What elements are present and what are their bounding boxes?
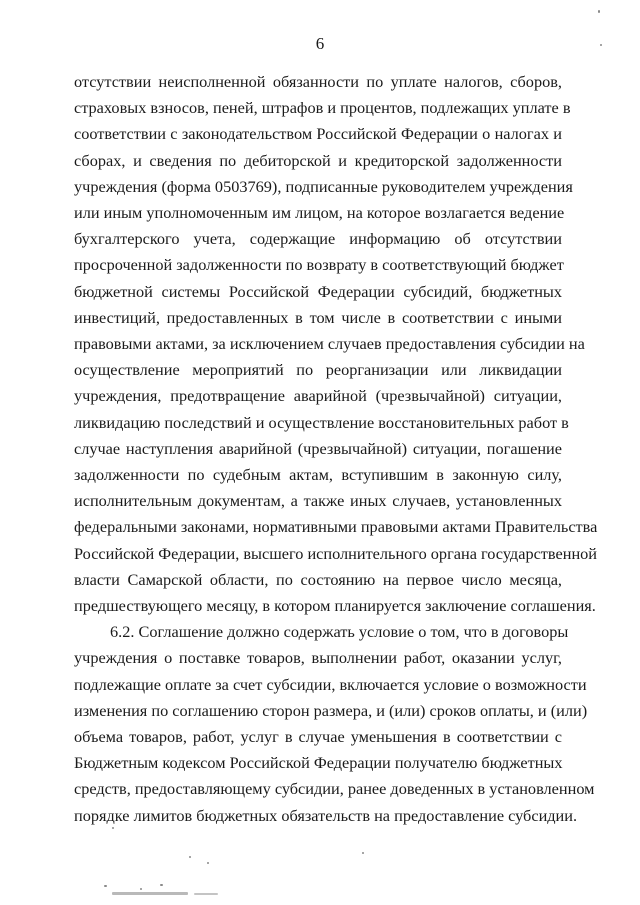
paragraph-continuation — [74, 69, 598, 619]
text-line: учреждения, предотвращение аварийной (чрезвычайной) ситуации, — [74, 386, 562, 406]
text-line: учреждения (форма 0503769), подписанные руководителем учреждения — [74, 176, 573, 196]
scan-smudge — [194, 893, 218, 895]
text-line: или иным уполномоченным им лицом, на которое возлагается ведение — [74, 203, 565, 223]
text-line: ликвидацию последствий и осуществление восстановительных работ в — [74, 412, 569, 432]
text-line: просроченной задолженности по возврату в соответствующий бюджет — [74, 255, 564, 275]
text-line: Российской Федерации, высшего исполнительного органа государственной — [74, 543, 598, 563]
scan-speck — [140, 888, 142, 890]
scan-speck — [189, 856, 191, 858]
text-line: бюджетной системы Российской Федерации субсидий, бюджетных — [74, 281, 562, 301]
text-line: отсутствии неисполненной обязанности по уплате налогов, сборов, — [74, 72, 562, 91]
text-line: объема товаров, работ, услуг в случае уменьшения в соответствии с — [74, 727, 562, 747]
scan-speck — [600, 44, 602, 46]
scan-speck — [362, 852, 364, 854]
text-line: задолженности по судебным актам, вступившим в законную силу, — [74, 465, 562, 485]
text-line: страховых взносов, пеней, штрафов и процентов, подлежащих уплате в — [74, 98, 571, 118]
text-line: инвестиций, предоставленных в том числе в соответствии с иными — [74, 307, 562, 327]
text-line: федеральными законами, нормативными правовыми актами Правительства — [74, 517, 598, 537]
scan-speck — [598, 10, 600, 13]
text-line: изменения по соглашению сторон размера, и (или) сроков оплаты, и (или) — [74, 700, 588, 720]
text-line: исполнительным документам, а также иных случаев, установленных — [74, 491, 562, 511]
text-line: средств, предоставляющему субсидии, ранее доведенных в установленном — [74, 779, 595, 799]
text-line: порядке лимитов бюджетных обязательств на предоставление субсидии. — [74, 805, 578, 825]
document-body — [74, 69, 598, 829]
text-line: правовыми актами, за исключением случаев предоставления субсидии на — [74, 334, 585, 354]
text-line: сборах, и сведения по дебиторской и кредиторской задолженности — [74, 150, 562, 170]
text-line: Бюджетным кодексом Российской Федерации получателю бюджетных — [74, 753, 563, 773]
text-line: бухгалтерского учета, содержащие информацию об отсутствии — [74, 229, 562, 249]
text-line: 6.2. Соглашение должно содержать условие о том, что в договоры — [110, 622, 569, 642]
scan-speck — [104, 885, 107, 887]
scan-speck — [160, 884, 163, 886]
text-line: осуществление мероприятий по реорганизации или ликвидации — [74, 360, 562, 380]
text-line: подлежащие оплате за счет субсидии, включается условие о возможности — [74, 674, 587, 694]
paragraph-section-6-2 — [74, 619, 595, 829]
text-line: власти Самарской области, по состоянию на первое число месяца, — [74, 569, 562, 589]
scan-speck — [207, 862, 209, 864]
page-number: 6 — [315, 34, 325, 53]
text-line: учреждения о поставке товаров, выполнении работ, оказании услуг, — [74, 648, 562, 668]
text-line: соответствии с законодательством Российской Федерации о налогах и — [74, 124, 562, 144]
scan-smudge — [112, 892, 188, 895]
text-line: случае наступления аварийной (чрезвычайной) ситуации, погашение — [74, 438, 562, 458]
scan-speck — [112, 827, 114, 829]
text-line: предшествующего месяцу, в котором планируется заключение соглашения. — [74, 596, 596, 616]
